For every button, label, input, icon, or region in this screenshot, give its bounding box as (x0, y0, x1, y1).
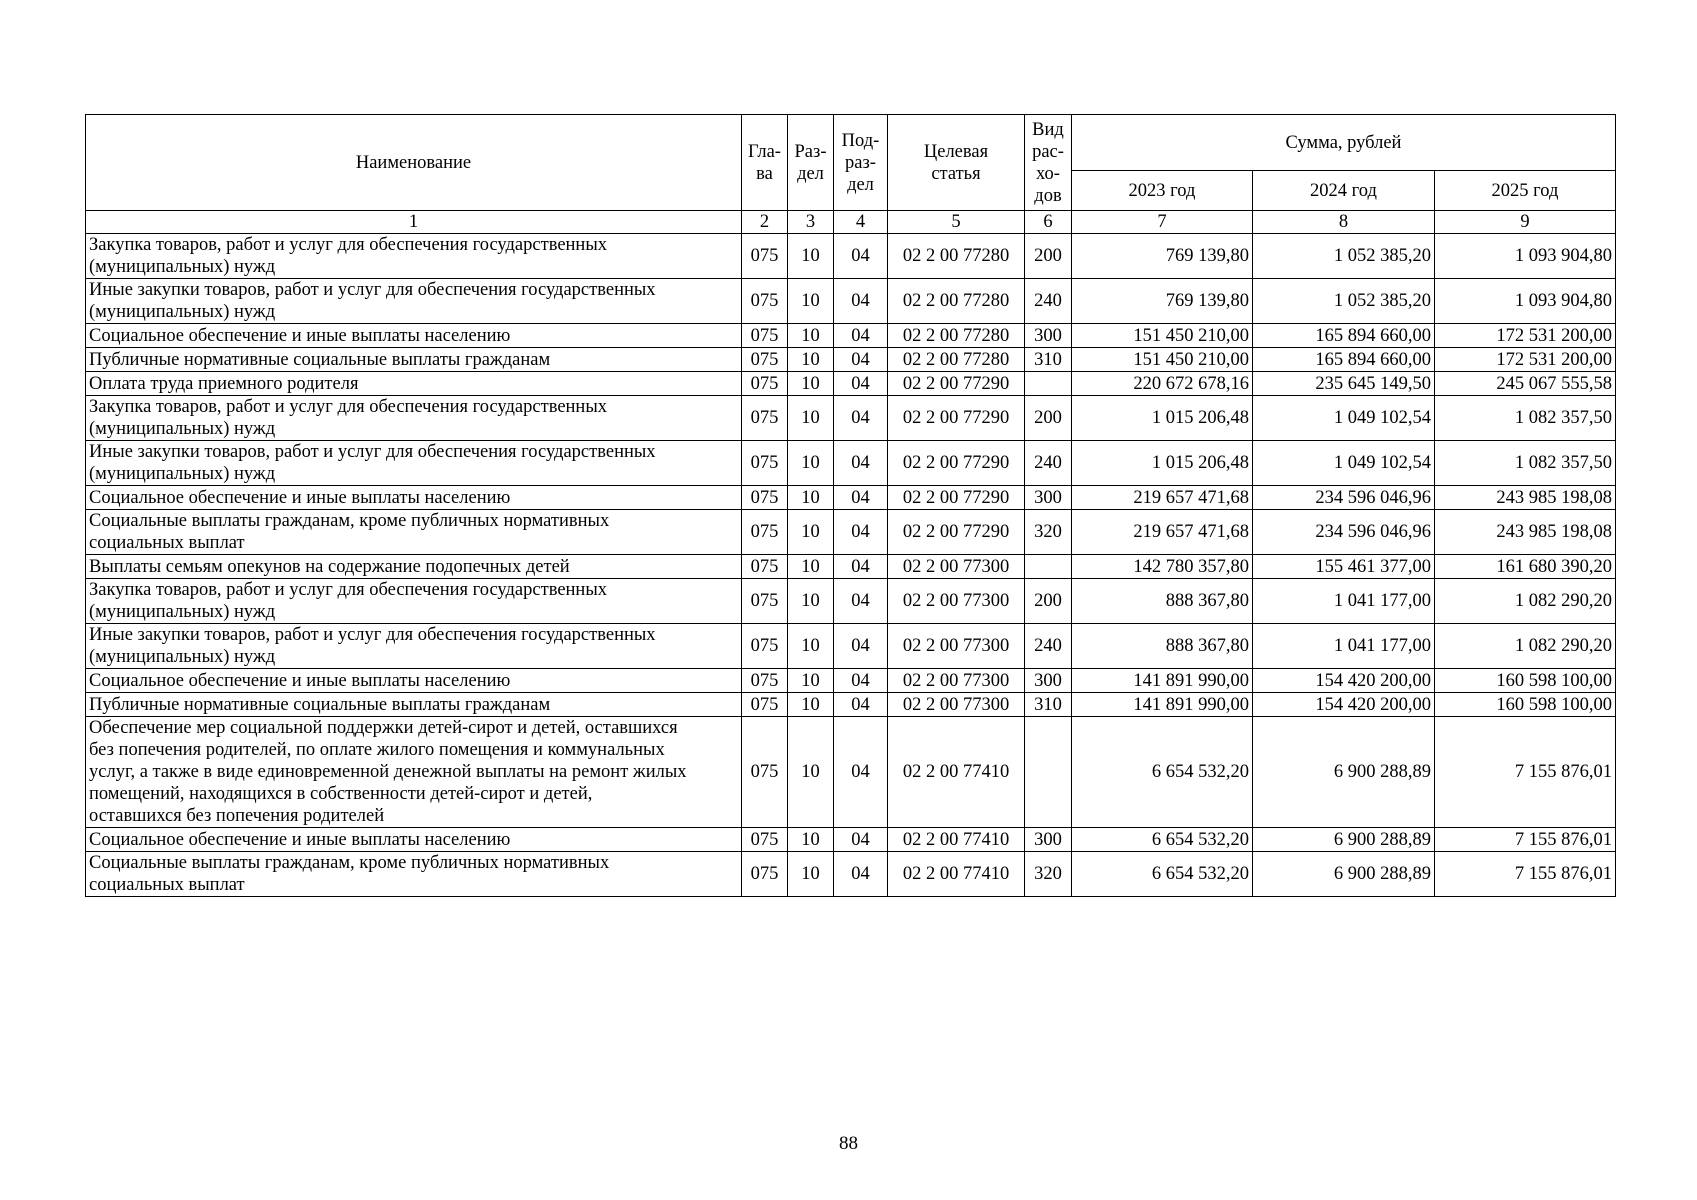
row-section: 10 (788, 693, 834, 717)
row-amount-2023: 219 657 471,68 (1072, 510, 1253, 555)
row-subsection: 04 (834, 441, 888, 486)
row-amount-2025: 160 598 100,00 (1435, 669, 1616, 693)
row-amount-2023: 141 891 990,00 (1072, 669, 1253, 693)
row-subsection: 04 (834, 852, 888, 897)
row-amount-2024: 165 894 660,00 (1253, 348, 1435, 372)
row-chapter: 075 (742, 852, 788, 897)
column-number: 2 (742, 211, 788, 234)
row-amount-2024: 6 900 288,89 (1253, 828, 1435, 852)
row-chapter: 075 (742, 396, 788, 441)
row-expense-type: 200 (1025, 234, 1072, 279)
row-subsection: 04 (834, 372, 888, 396)
row-amount-2023: 769 139,80 (1072, 279, 1253, 324)
header-section: Раз- дел (788, 115, 834, 211)
row-target-article: 02 2 00 77300 (888, 669, 1025, 693)
column-number: 9 (1435, 211, 1616, 234)
table-body (86, 234, 1616, 897)
row-name: Иные закупки товаров, работ и услуг для обеспечения государственных (муниципальных) нужд (86, 279, 742, 324)
row-amount-2023: 151 450 210,00 (1072, 348, 1253, 372)
row-amount-2023: 151 450 210,00 (1072, 324, 1253, 348)
row-subsection: 04 (834, 579, 888, 624)
row-name: Выплаты семьям опекунов на содержание подопечных детей (86, 555, 742, 579)
row-target-article: 02 2 00 77410 (888, 828, 1025, 852)
table-row (86, 396, 1616, 441)
row-target-article: 02 2 00 77280 (888, 234, 1025, 279)
row-name: Иные закупки товаров, работ и услуг для обеспечения государственных (муниципальных) нужд (86, 441, 742, 486)
row-subsection: 04 (834, 348, 888, 372)
row-amount-2023: 6 654 532,20 (1072, 852, 1253, 897)
row-expense-type: 200 (1025, 396, 1072, 441)
row-amount-2024: 1 052 385,20 (1253, 279, 1435, 324)
row-amount-2025: 243 985 198,08 (1435, 510, 1616, 555)
row-target-article: 02 2 00 77290 (888, 441, 1025, 486)
row-target-article: 02 2 00 77280 (888, 279, 1025, 324)
row-amount-2023: 142 780 357,80 (1072, 555, 1253, 579)
column-number-row (86, 211, 1616, 234)
row-amount-2025: 1 082 290,20 (1435, 624, 1616, 669)
row-section: 10 (788, 828, 834, 852)
row-amount-2024: 234 596 046,96 (1253, 486, 1435, 510)
table-row (86, 828, 1616, 852)
row-subsection: 04 (834, 669, 888, 693)
row-amount-2023: 6 654 532,20 (1072, 828, 1253, 852)
row-target-article: 02 2 00 77280 (888, 324, 1025, 348)
row-name: Закупка товаров, работ и услуг для обеспечения государственных (муниципальных) нужд (86, 579, 742, 624)
table-row (86, 555, 1616, 579)
row-amount-2025: 172 531 200,00 (1435, 348, 1616, 372)
row-subsection: 04 (834, 555, 888, 579)
row-amount-2024: 1 049 102,54 (1253, 396, 1435, 441)
budget-table (85, 114, 1616, 897)
table-row (86, 510, 1616, 555)
row-target-article: 02 2 00 77280 (888, 348, 1025, 372)
row-amount-2023: 6 654 532,20 (1072, 717, 1253, 828)
row-name: Обеспечение мер социальной поддержки детей-сирот и детей, оставшихся без попечения родителей, по оплате жилого помещения и коммунальных услуг, а также в виде единовременной денежной выплаты на ремонт жилых помещений, находящихся в собственности детей-сирот и детей, оставшихся без попечения родителей (86, 717, 742, 828)
header-year-2024: 2024 год (1253, 171, 1435, 211)
row-amount-2023: 1 015 206,48 (1072, 396, 1253, 441)
row-chapter: 075 (742, 624, 788, 669)
row-section: 10 (788, 234, 834, 279)
row-subsection: 04 (834, 510, 888, 555)
table-row (86, 579, 1616, 624)
header-expense-type: Вид рас- хо- дов (1025, 115, 1072, 211)
row-name: Социальное обеспечение и иные выплаты населению (86, 669, 742, 693)
table-row (86, 234, 1616, 279)
row-chapter: 075 (742, 372, 788, 396)
row-subsection: 04 (834, 693, 888, 717)
row-target-article: 02 2 00 77300 (888, 555, 1025, 579)
row-expense-type: 240 (1025, 624, 1072, 669)
row-expense-type: 300 (1025, 828, 1072, 852)
row-name: Публичные нормативные социальные выплаты гражданам (86, 348, 742, 372)
row-expense-type: 300 (1025, 669, 1072, 693)
column-number: 8 (1253, 211, 1435, 234)
row-name: Социальные выплаты гражданам, кроме публичных нормативных социальных выплат (86, 510, 742, 555)
row-name: Закупка товаров, работ и услуг для обеспечения государственных (муниципальных) нужд (86, 234, 742, 279)
row-name: Оплата труда приемного родителя (86, 372, 742, 396)
row-amount-2025: 1 082 357,50 (1435, 441, 1616, 486)
row-expense-type: 240 (1025, 441, 1072, 486)
row-amount-2024: 6 900 288,89 (1253, 717, 1435, 828)
row-subsection: 04 (834, 828, 888, 852)
column-number: 4 (834, 211, 888, 234)
row-target-article: 02 2 00 77410 (888, 717, 1025, 828)
row-amount-2023: 219 657 471,68 (1072, 486, 1253, 510)
row-amount-2024: 154 420 200,00 (1253, 669, 1435, 693)
column-number: 5 (888, 211, 1025, 234)
row-amount-2025: 161 680 390,20 (1435, 555, 1616, 579)
row-expense-type: 310 (1025, 348, 1072, 372)
row-target-article: 02 2 00 77300 (888, 579, 1025, 624)
row-amount-2025: 7 155 876,01 (1435, 717, 1616, 828)
header-amount: Сумма, рублей (1072, 115, 1616, 171)
table-row (86, 324, 1616, 348)
row-chapter: 075 (742, 669, 788, 693)
row-subsection: 04 (834, 234, 888, 279)
row-section: 10 (788, 441, 834, 486)
row-expense-type (1025, 717, 1072, 828)
table-row (86, 441, 1616, 486)
row-expense-type (1025, 555, 1072, 579)
row-name: Социальное обеспечение и иные выплаты населению (86, 324, 742, 348)
row-section: 10 (788, 852, 834, 897)
table-row (86, 624, 1616, 669)
row-amount-2024: 235 645 149,50 (1253, 372, 1435, 396)
header-target: Целевая статья (888, 115, 1025, 211)
row-target-article: 02 2 00 77290 (888, 510, 1025, 555)
row-chapter: 075 (742, 348, 788, 372)
row-amount-2025: 1 082 357,50 (1435, 396, 1616, 441)
row-section: 10 (788, 372, 834, 396)
table-row (86, 486, 1616, 510)
table-row (86, 279, 1616, 324)
row-amount-2024: 1 052 385,20 (1253, 234, 1435, 279)
row-amount-2024: 6 900 288,89 (1253, 852, 1435, 897)
row-chapter: 075 (742, 717, 788, 828)
row-chapter: 075 (742, 828, 788, 852)
row-subsection: 04 (834, 324, 888, 348)
row-name: Социальные выплаты гражданам, кроме публичных нормативных социальных выплат (86, 852, 742, 897)
table-row (86, 693, 1616, 717)
row-chapter: 075 (742, 486, 788, 510)
row-subsection: 04 (834, 486, 888, 510)
row-amount-2024: 155 461 377,00 (1253, 555, 1435, 579)
row-chapter: 075 (742, 693, 788, 717)
row-chapter: 075 (742, 579, 788, 624)
row-amount-2024: 165 894 660,00 (1253, 324, 1435, 348)
row-target-article: 02 2 00 77290 (888, 486, 1025, 510)
row-amount-2025: 160 598 100,00 (1435, 693, 1616, 717)
table-row (86, 348, 1616, 372)
row-target-article: 02 2 00 77410 (888, 852, 1025, 897)
row-name: Социальное обеспечение и иные выплаты населению (86, 486, 742, 510)
row-chapter: 075 (742, 324, 788, 348)
row-amount-2025: 7 155 876,01 (1435, 828, 1616, 852)
column-number: 6 (1025, 211, 1072, 234)
row-amount-2025: 1 093 904,80 (1435, 234, 1616, 279)
row-name: Социальное обеспечение и иные выплаты населению (86, 828, 742, 852)
row-expense-type: 240 (1025, 279, 1072, 324)
column-number: 1 (86, 211, 742, 234)
column-number: 7 (1072, 211, 1253, 234)
row-chapter: 075 (742, 279, 788, 324)
row-section: 10 (788, 669, 834, 693)
row-amount-2023: 888 367,80 (1072, 624, 1253, 669)
row-section: 10 (788, 324, 834, 348)
row-name: Публичные нормативные социальные выплаты гражданам (86, 693, 742, 717)
row-amount-2024: 1 049 102,54 (1253, 441, 1435, 486)
row-section: 10 (788, 348, 834, 372)
row-section: 10 (788, 279, 834, 324)
row-target-article: 02 2 00 77300 (888, 624, 1025, 669)
row-amount-2023: 888 367,80 (1072, 579, 1253, 624)
header-year-2025: 2025 год (1435, 171, 1616, 211)
row-section: 10 (788, 579, 834, 624)
row-section: 10 (788, 486, 834, 510)
row-name: Иные закупки товаров, работ и услуг для обеспечения государственных (муниципальных) нужд (86, 624, 742, 669)
table-row (86, 717, 1616, 828)
row-amount-2025: 172 531 200,00 (1435, 324, 1616, 348)
row-name: Закупка товаров, работ и услуг для обеспечения государственных (муниципальных) нужд (86, 396, 742, 441)
row-expense-type: 320 (1025, 510, 1072, 555)
row-subsection: 04 (834, 624, 888, 669)
column-number: 3 (788, 211, 834, 234)
row-amount-2024: 1 041 177,00 (1253, 624, 1435, 669)
row-amount-2023: 141 891 990,00 (1072, 693, 1253, 717)
row-amount-2025: 1 093 904,80 (1435, 279, 1616, 324)
row-chapter: 075 (742, 234, 788, 279)
row-section: 10 (788, 624, 834, 669)
row-expense-type: 300 (1025, 324, 1072, 348)
row-amount-2025: 1 082 290,20 (1435, 579, 1616, 624)
row-expense-type: 200 (1025, 579, 1072, 624)
row-section: 10 (788, 510, 834, 555)
table-row (86, 852, 1616, 897)
row-target-article: 02 2 00 77300 (888, 693, 1025, 717)
page-number: 88 (839, 1133, 858, 1154)
row-target-article: 02 2 00 77290 (888, 396, 1025, 441)
row-subsection: 04 (834, 396, 888, 441)
row-chapter: 075 (742, 510, 788, 555)
row-chapter: 075 (742, 555, 788, 579)
header-subsection: Под- раз- дел (834, 115, 888, 211)
row-section: 10 (788, 555, 834, 579)
row-amount-2025: 243 985 198,08 (1435, 486, 1616, 510)
row-amount-2024: 154 420 200,00 (1253, 693, 1435, 717)
row-amount-2023: 220 672 678,16 (1072, 372, 1253, 396)
header-year-2023: 2023 год (1072, 171, 1253, 211)
row-amount-2025: 245 067 555,58 (1435, 372, 1616, 396)
row-amount-2024: 1 041 177,00 (1253, 579, 1435, 624)
row-expense-type: 300 (1025, 486, 1072, 510)
row-section: 10 (788, 717, 834, 828)
row-expense-type (1025, 372, 1072, 396)
table-row (86, 669, 1616, 693)
row-chapter: 075 (742, 441, 788, 486)
row-expense-type: 320 (1025, 852, 1072, 897)
row-amount-2023: 769 139,80 (1072, 234, 1253, 279)
header-name: Наименование (86, 115, 742, 211)
header-chapter: Гла- ва (742, 115, 788, 211)
row-section: 10 (788, 396, 834, 441)
table-row (86, 372, 1616, 396)
row-amount-2024: 234 596 046,96 (1253, 510, 1435, 555)
row-subsection: 04 (834, 279, 888, 324)
row-amount-2025: 7 155 876,01 (1435, 852, 1616, 897)
row-target-article: 02 2 00 77290 (888, 372, 1025, 396)
row-subsection: 04 (834, 717, 888, 828)
row-expense-type: 310 (1025, 693, 1072, 717)
row-amount-2023: 1 015 206,48 (1072, 441, 1253, 486)
